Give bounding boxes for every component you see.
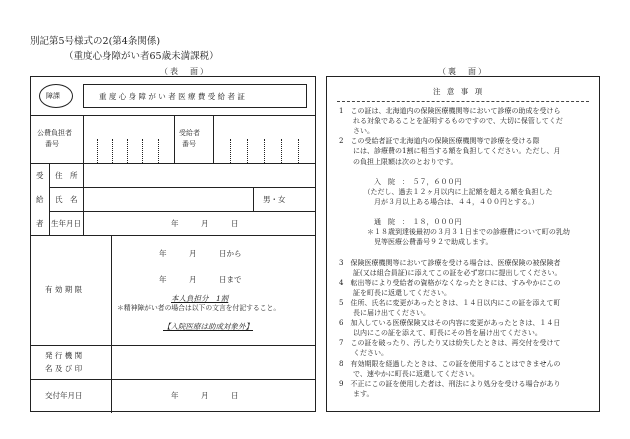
notes-line: ます。 bbox=[339, 389, 374, 398]
notes-line: ください。 bbox=[339, 349, 388, 358]
recipient-group-char: 者 bbox=[36, 219, 44, 228]
validity-from: 年 月 日から bbox=[159, 249, 242, 258]
notes-line: 証を町長に返還してください。 bbox=[339, 288, 451, 297]
form-number: 別記第5号様式の2(第4条関係) bbox=[30, 36, 161, 47]
notes-line: （ただし、過去１２ヶ月以内に上記額を超える額を負担した bbox=[339, 187, 553, 196]
notes-line: には、診療費の1割に相当する額を負担してください。ただし、月 bbox=[339, 147, 561, 156]
notes-line: 長に届け出てください。 bbox=[339, 309, 430, 317]
notes-line: 以内にこの証を添えて、町長にその旨を届け出てください。 bbox=[339, 329, 542, 338]
notes-line: ＊１８歳到達後最初の３月３１日までの診療費について町の乳幼 bbox=[339, 228, 570, 237]
psych-note: ＊精神障がい者の場合は以下の文言を付記すること。 bbox=[117, 304, 281, 312]
notes-line: 入 院 ： ５７，６００円 bbox=[339, 177, 462, 186]
gender-options: 男・女 bbox=[263, 195, 286, 204]
notes-line: 通 院 ： １８，０００円 bbox=[339, 218, 462, 227]
issuer-label-1: 発 行 機 関 bbox=[45, 351, 83, 360]
notes-line: 6 加入している医療保険又はその内容に変更があったときは、１４日 bbox=[339, 319, 561, 328]
copay-note: 本人負担分 1割 bbox=[171, 294, 229, 303]
notes-line: 児等医療公費番号９２で助成します。 bbox=[339, 238, 493, 247]
stamp-label: 障課 bbox=[46, 92, 60, 100]
form-subtitle: （重度心身障がい者65歳未満課税） bbox=[64, 51, 219, 62]
recipient-group-char: 給 bbox=[36, 195, 44, 204]
notes-line: 証(又は組合員証)に添えてこの証を必ず窓口に提出してください。 bbox=[339, 268, 562, 277]
notes-line: の負担上限額は次のとおりです。 bbox=[339, 157, 458, 166]
notes-line: 7 この証を破ったり、汚したり又は紛失したときは、再交付を受けて bbox=[339, 339, 561, 348]
notes-line: 8 有効期限を経過したときは、この証を使用することはできませんの bbox=[339, 359, 561, 368]
notes-line: 9 不正にこの証を使用した者は、刑法により処分を受ける場合があり bbox=[339, 379, 561, 388]
notes-title: 注 意 事 項 bbox=[433, 87, 485, 96]
certificate-title: 重 度 心 身 障 が い 者 医 療 費 受 給 者 証 bbox=[99, 92, 245, 101]
notes-line: 4 転出等により受給者の資格がなくなったときには、すみやかにこの bbox=[339, 278, 561, 287]
notes-line: 5 住所、氏名に変更があったときは、１４日以内にこの証を添えて町 bbox=[339, 298, 561, 307]
back-card bbox=[326, 76, 600, 412]
notes-line: 3 保険医療機関等において診療を受ける場合は、医療保険の被保険者 bbox=[339, 258, 561, 267]
issuer-label-2: 名 及 び 印 bbox=[45, 364, 83, 373]
payer-label-2: 番号 bbox=[45, 140, 59, 148]
notes-line: 2 この受給者証で北海道内の保険医療機関等で診療を受ける際 bbox=[339, 137, 540, 146]
notes-line: れる対象であることを証明するものですので、大切に保管してくだ bbox=[339, 117, 563, 126]
notes-line: 1 この証は、北海道内の保険医療機関等において診療の助成を受けら bbox=[339, 107, 561, 115]
dob-value: 年 月 日 bbox=[171, 219, 239, 228]
name-label: 氏 名 bbox=[55, 195, 78, 204]
notes-line: で、速やかに町長に返還してください。 bbox=[339, 369, 479, 378]
inpatient-note: 【入院医療は助成対象外】 bbox=[163, 322, 253, 331]
dob-label: 生年月日 bbox=[51, 219, 81, 228]
notes-line: さい。 bbox=[339, 127, 374, 136]
validity-label: 有 効 期 限 bbox=[45, 285, 83, 294]
recipient-number-label-2: 番号 bbox=[182, 140, 196, 148]
front-card bbox=[30, 76, 316, 412]
back-side-label: （裏 面） bbox=[438, 67, 488, 76]
front-side-label: （表 面） bbox=[160, 67, 210, 76]
recipient-group-char: 受 bbox=[36, 171, 44, 180]
issue-date-value: 年 月 日 bbox=[171, 391, 239, 400]
issue-date-label: 交付年月日 bbox=[45, 391, 83, 400]
payer-label-1: 公費負担者 bbox=[37, 129, 72, 137]
recipient-number-label-1: 受給者 bbox=[179, 129, 200, 137]
address-label: 住 所 bbox=[55, 171, 78, 180]
notes-line: 月が３月以上ある場合は、４４，４００円とする。） bbox=[339, 197, 539, 206]
validity-to: 年 月 日まで bbox=[159, 275, 242, 284]
